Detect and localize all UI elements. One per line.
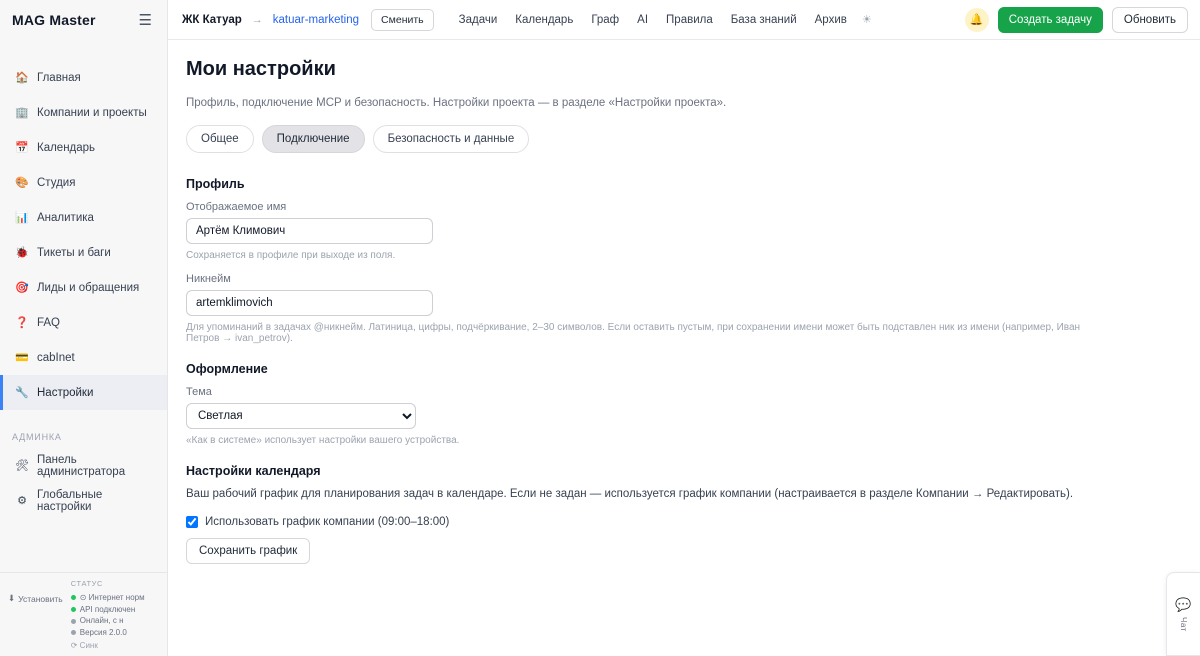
calendar-description: Ваш рабочий график для планирования задач в календаре. Если не задан — используется график компании (настраивается в разделе Компании → Редактировать). <box>186 488 1074 500</box>
status-row <box>71 627 145 639</box>
sidebar-item-tickets[interactable] <box>0 235 167 270</box>
sidebar-item-label: Календарь <box>37 141 96 154</box>
settings-tabs <box>186 125 1178 153</box>
install-button[interactable] <box>8 579 63 604</box>
breadcrumb-project: ЖК Катуар <box>182 13 242 26</box>
chat-widget[interactable] <box>1166 572 1200 656</box>
sidebar-item-home[interactable] <box>0 60 167 95</box>
sidebar-item-label: cabInet <box>37 351 75 364</box>
status-dot-icon <box>71 595 76 600</box>
sidebar-item-leads[interactable] <box>0 270 167 305</box>
building-icon: 🏢 <box>15 107 29 119</box>
breadcrumb-arrow-icon: → <box>251 13 263 26</box>
nickname-hint: Для упоминаний в задачах @никнейм. Латиница, цифры, подчёркивание, 2–30 символов. Если оставить пустым, при сохранении имени может быть подставлен ник из имени (например, Иван Петров → ivan_petrov). <box>186 322 1081 344</box>
sidebar-item-label: Лиды и обращения <box>37 281 140 294</box>
status-title: СТАТУС <box>70 579 104 589</box>
status-row <box>71 604 145 616</box>
download-icon: ⬇ <box>8 593 16 604</box>
status-dot-icon <box>71 619 76 624</box>
card-icon: 💳 <box>15 352 29 364</box>
tab-rules[interactable]: Правила <box>666 13 713 26</box>
sidebar-item-label: Глобальные настройки <box>37 488 103 513</box>
sidebar-item-label: Аналитика <box>37 211 94 224</box>
palette-icon: 🎨 <box>15 177 29 189</box>
status-text: Версия 2.0.0 <box>79 627 127 637</box>
refresh-button[interactable]: Обновить <box>1112 7 1188 33</box>
sync-button[interactable] <box>71 640 145 652</box>
status-dot-icon <box>71 630 76 635</box>
status-panel <box>71 579 145 652</box>
tab-graph[interactable]: Граф <box>591 13 620 26</box>
sidebar-item-label: Тикеты и баги <box>37 246 111 259</box>
display-name-label: Отображаемое имя <box>186 201 287 213</box>
tab-archive[interactable]: Архив <box>814 13 847 26</box>
sidebar-item-faq[interactable] <box>0 305 167 340</box>
status-text: Онлайн, с н <box>79 616 124 626</box>
tab-ai[interactable]: AI <box>637 13 649 26</box>
tab-security-data[interactable]: Безопасность и данные <box>373 125 530 153</box>
create-task-button[interactable]: Создать задачу <box>998 7 1103 33</box>
topbar <box>168 0 1200 40</box>
chart-icon: 📊 <box>15 212 29 224</box>
sidebar-item-label: Панель администратора <box>37 453 126 478</box>
menu-icon[interactable]: ☰ <box>138 11 152 29</box>
status-text: API подключен <box>79 604 136 614</box>
status-text: ⊙ Интернет норм <box>79 593 145 603</box>
home-icon: 🏠 <box>15 72 29 84</box>
calendar-icon: 📅 <box>15 142 29 154</box>
section-title-profile: Профиль <box>186 177 245 191</box>
top-nav <box>452 10 872 30</box>
sidebar-item-global-settings[interactable] <box>0 483 167 518</box>
status-row <box>71 615 145 627</box>
question-icon: ❓ <box>15 317 29 329</box>
company-schedule-row <box>186 516 1178 528</box>
status-dot-icon <box>71 607 76 612</box>
wrench-icon: 🔧 <box>15 387 29 399</box>
install-label: Установить <box>18 593 63 604</box>
tools-icon: 🛠 <box>15 460 29 472</box>
tab-connection[interactable]: Подключение <box>262 125 365 153</box>
sidebar-nav <box>0 60 167 518</box>
topbar-actions <box>965 7 1188 33</box>
company-schedule-label[interactable]: Использовать график компании (09:00–18:00) <box>205 516 450 528</box>
page-content <box>168 40 1200 656</box>
brand-title: MAG Master <box>12 12 96 28</box>
chat-label: Чат <box>1179 616 1188 632</box>
company-schedule-checkbox[interactable] <box>186 516 198 528</box>
theme-hint: «Как в системе» использует настройки вашего устройства. <box>186 435 460 446</box>
nickname-label: Никнейм <box>186 273 231 285</box>
sidebar-item-cabinet[interactable] <box>0 340 167 375</box>
target-icon: 🎯 <box>15 282 29 294</box>
switch-project-button[interactable]: Сменить <box>371 9 434 31</box>
main-area <box>168 0 1200 656</box>
sidebar-item-label: Студия <box>37 176 76 189</box>
sidebar-section-admin: АДМИНКА <box>12 432 62 442</box>
sidebar-item-label: Настройки <box>37 386 94 399</box>
notifications-bell-icon[interactable]: 🔔 <box>965 8 989 32</box>
nickname-input[interactable] <box>186 290 433 316</box>
save-schedule-button[interactable]: Сохранить график <box>186 538 310 564</box>
bug-icon: 🐞 <box>15 247 29 259</box>
display-name-hint: Сохраняется в профиле при выходе из поля. <box>186 250 396 261</box>
sidebar-item-label: FAQ <box>37 316 61 329</box>
theme-toggle-icon[interactable]: ☀ <box>861 14 872 26</box>
section-title-calendar: Настройки календаря <box>186 464 321 478</box>
display-name-input[interactable] <box>186 218 433 244</box>
sidebar-item-label: Компании и проекты <box>37 106 147 119</box>
status-row <box>71 592 145 604</box>
sidebar-item-admin-panel[interactable] <box>0 448 167 483</box>
section-title-appearance: Оформление <box>186 362 268 376</box>
sidebar-item-analytics[interactable] <box>0 200 167 235</box>
page-title: Мои настройки <box>186 58 336 80</box>
tab-tasks[interactable]: Задачи <box>458 13 498 26</box>
sync-label: ⟳ Синк <box>70 641 98 651</box>
tab-general[interactable]: Общее <box>186 125 254 153</box>
sidebar-item-studio[interactable] <box>0 165 167 200</box>
sidebar-footer <box>0 572 167 656</box>
sidebar-header <box>0 0 167 40</box>
theme-select[interactable] <box>186 403 416 429</box>
sidebar-item-label: Главная <box>37 71 81 84</box>
tab-calendar[interactable]: Календарь <box>515 13 574 26</box>
sidebar <box>0 0 168 656</box>
gear-icon: ⚙ <box>17 495 27 507</box>
theme-label: Тема <box>186 386 212 398</box>
sidebar-item-calendar[interactable] <box>0 130 167 165</box>
tab-knowledge-base[interactable]: База знаний <box>730 13 797 26</box>
sidebar-item-companies[interactable] <box>0 95 167 130</box>
sidebar-item-settings[interactable] <box>0 375 167 410</box>
breadcrumb-project-link[interactable]: katuar-marketing <box>272 13 360 26</box>
page-subtitle: Профиль, подключение MCP и безопасность. Настройки проекта — в разделе «Настройки проекта». <box>186 97 727 109</box>
chat-icon: 💬 <box>1175 596 1192 612</box>
